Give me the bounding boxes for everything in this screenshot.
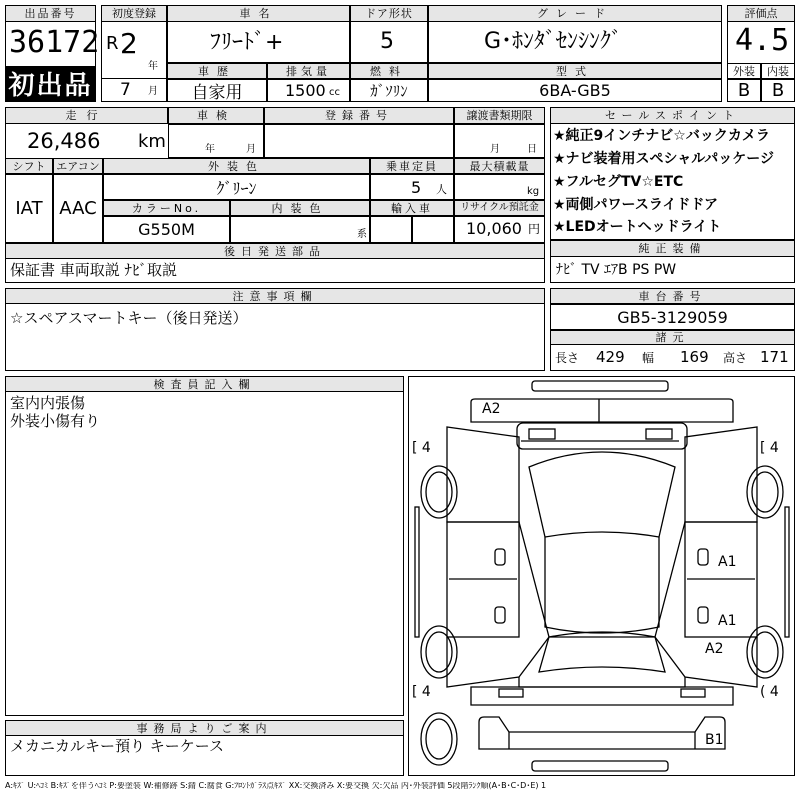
grade-value: G･ﾎﾝﾀﾞｾﾝｼﾝｸﾞ xyxy=(484,29,623,54)
damage-mark: A2 xyxy=(705,641,724,657)
first-reg-month-unit: 月 xyxy=(148,86,158,97)
sales-points-label: セールスポイント xyxy=(550,107,795,124)
inspection-month-unit: 月 xyxy=(246,144,256,155)
aircon-value: AAC xyxy=(53,174,103,243)
plate-label: 登録番号 xyxy=(264,107,454,124)
legend: A:ｷｽﾞ U:ﾍｺﾐ B:ｷｽﾞを伴うﾍｺﾐ P:要塗装 W:補修跡 S:錆 C:腐食 G:ﾌﾛﾝﾄｶﾞﾗｽ点ｷｽﾞ XX:交換済み X:要交換 欠:欠品 内･外装評価 5段階ﾗﾝｸ順(A･B･C･D･E) 1 xyxy=(5,782,547,790)
width-value: 169 xyxy=(680,348,709,366)
max-load-label: 最大積載量 xyxy=(454,158,545,174)
notes-label: 注意事項欄 xyxy=(5,288,545,304)
first-reg-month: 7 xyxy=(120,80,131,100)
equipment-label: 純正装備 xyxy=(550,240,795,257)
equipment-value: ﾅﾋﾞ TV ｴｱB PS PW xyxy=(556,262,677,278)
displacement-value: 1500 xyxy=(285,81,326,100)
import-cell-a xyxy=(370,216,412,243)
inspection-label: 車検 xyxy=(168,107,264,124)
damage-mark: A2 xyxy=(482,401,501,417)
dims-label: 諸元 xyxy=(550,330,795,345)
recycle-label: リサイクル預託金 xyxy=(454,200,545,216)
import-label: 輸入車 xyxy=(370,200,454,216)
length-value: 429 xyxy=(596,348,625,366)
interior-color-cell xyxy=(230,216,370,243)
notes-value: ☆スペアスマートキー（後日発送） xyxy=(10,309,248,327)
damage-mark: B1 xyxy=(705,732,724,748)
int-score: B xyxy=(761,79,795,102)
sales-point-item: ★LEDオートヘッドライト xyxy=(553,219,722,235)
recycle-value: 10,060 xyxy=(466,219,522,238)
inspection-year-unit: 年 xyxy=(205,144,215,155)
color-no-value: G550M xyxy=(103,216,230,243)
damage-mark: A1 xyxy=(718,613,737,629)
office-value: メカニカルキー預り キーケース xyxy=(10,737,225,755)
later-parts-label: 後日発送部品 xyxy=(5,243,545,259)
history-label: 車歴 xyxy=(167,63,267,79)
shift-label: シフト xyxy=(5,158,53,174)
door-label: ドア形状 xyxy=(350,5,428,22)
ext-score-label: 外装 xyxy=(727,63,761,79)
later-parts-value: 保証書 車両取説 ﾅﾋﾞ取説 xyxy=(10,261,178,279)
max-load-unit: kg xyxy=(527,186,540,197)
mileage-label: 走行 xyxy=(5,107,168,124)
first-listing-badge: 初出品 xyxy=(6,66,95,101)
history-value: 自家用 xyxy=(167,79,267,102)
fuel-value: ｶﾞｿﾘﾝ xyxy=(350,79,428,102)
import-cell-b xyxy=(412,216,454,243)
grade-label: グレード xyxy=(428,5,722,22)
sales-point-item: ★両側パワースライドドア xyxy=(553,197,719,213)
shift-value: IAT xyxy=(5,174,53,243)
exterior-color-value: ｸﾞﾘｰﾝ xyxy=(103,174,370,200)
sales-point-item: ★純正9インチナビ☆バックカメラ xyxy=(553,128,770,144)
length-label: 長さ xyxy=(555,351,580,365)
capacity-value: 5 xyxy=(411,178,422,197)
sales-point-item: ★フルセグTV☆ETC xyxy=(553,174,684,190)
tire-depth: [ 4 xyxy=(412,440,431,456)
int-score-label: 内装 xyxy=(761,63,795,79)
damage-mark: A1 xyxy=(718,554,737,570)
door-value: 5 xyxy=(380,29,394,54)
car-name-label: 車名 xyxy=(167,5,350,22)
score-value: 4.5 xyxy=(735,23,790,58)
capacity-unit: 人 xyxy=(436,183,447,196)
transfer-day-unit: 日 xyxy=(527,144,537,155)
plate-cell xyxy=(264,124,454,158)
color-no-label: カラーNo. xyxy=(103,200,230,216)
transfer-month-unit: 月 xyxy=(490,144,500,155)
model-value: 6BA-GB5 xyxy=(428,79,722,102)
car-name: ﾌﾘｰﾄﾞ+ xyxy=(210,30,284,55)
lot-number: 36172 xyxy=(9,25,100,60)
model-label: 型式 xyxy=(428,63,722,79)
lot-label: 出品番号 xyxy=(5,5,96,22)
height-value: 171 xyxy=(760,348,789,366)
ext-score: B xyxy=(727,79,761,102)
first-reg-era: R xyxy=(106,33,119,54)
car-diagram xyxy=(408,376,795,776)
capacity-label: 乗車定員 xyxy=(370,158,454,174)
inspector-line: 室内内張傷 xyxy=(10,394,86,412)
interior-color-label: 内装色 xyxy=(230,200,370,216)
displacement-unit: cc xyxy=(329,87,340,98)
tire-depth: [ 4 xyxy=(412,684,431,700)
interior-color-unit: 系 xyxy=(357,229,367,240)
tire-depth: [ 4 xyxy=(760,440,779,456)
recycle-unit: 円 xyxy=(528,222,541,236)
chassis-label: 車台番号 xyxy=(550,288,795,304)
mileage-unit: km xyxy=(138,131,166,152)
tire-depth: ( 4 xyxy=(760,684,779,700)
transfer-label: 譲渡書類期限 xyxy=(454,107,545,124)
mileage-value: 26,486 xyxy=(27,129,101,153)
inspector-label: 検査員記入欄 xyxy=(5,376,404,392)
first-reg-label: 初度登録 xyxy=(101,5,167,22)
fuel-label: 燃料 xyxy=(350,63,428,79)
displacement-label: 排気量 xyxy=(267,63,350,79)
first-reg-year-unit: 年 xyxy=(148,61,158,72)
sales-point-item: ★ナビ装着用スペシャルパッケージ xyxy=(553,151,775,167)
score-label: 評価点 xyxy=(727,5,795,22)
inspector-line: 外装小傷有り xyxy=(10,412,101,430)
office-label: 事務局よりご案内 xyxy=(5,720,404,736)
car-outline xyxy=(409,377,794,775)
aircon-label: エアコン xyxy=(53,158,103,174)
first-reg-year: 2 xyxy=(120,27,138,60)
height-label: 高さ xyxy=(723,351,748,365)
chassis-value: GB5-3129059 xyxy=(550,304,795,330)
exterior-color-label: 外装色 xyxy=(103,158,370,174)
width-label: 幅 xyxy=(642,351,655,365)
